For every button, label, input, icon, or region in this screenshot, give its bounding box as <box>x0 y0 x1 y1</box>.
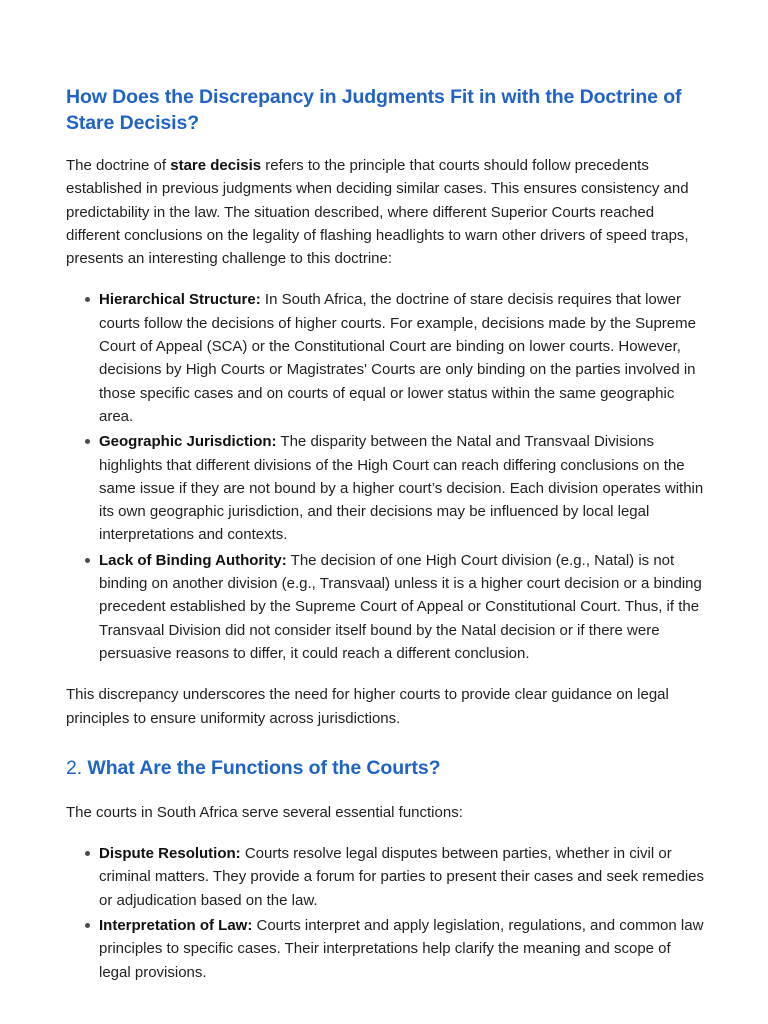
section-number: 2. <box>66 756 83 779</box>
list-item-text: Courts resolve legal disputes between parties, whether in civil or criminal matters. They provide a forum for parties to present their cases and seek remedies or adjudication based on the law. <box>99 845 704 909</box>
bullet-icon <box>85 923 90 928</box>
list-item <box>66 288 706 428</box>
functions-list <box>66 842 706 984</box>
section-heading: How Does the Discrepancy in Judgments Fit in with the Doctrine of Stare Decisis? <box>66 86 682 134</box>
list-item <box>66 914 706 984</box>
doctrine-point-list <box>66 288 706 665</box>
list-item <box>66 430 706 546</box>
list-item <box>66 842 706 912</box>
list-item-text: Courts interpret and apply legislation, regulations, and common law principles to specific cases. Their interpretations help clarify the meaning and scope of legal provisions. <box>99 917 704 981</box>
intro-text-start: The doctrine of <box>66 157 171 174</box>
list-item-text: The decision of one High Court division (e.g., Natal) is not binding on another division (e.g., Transvaal) unless it is a higher court decision or a binding precedent established by the Supreme Court of Appeal or Constitutional Court. Thus, if the Transvaal Division did not consider itself bound by the Natal decision or if there were persuasive reasons to differ, it could reach a different conclusion. <box>99 551 702 662</box>
section-title: What Are the Functions of the Courts? <box>87 756 441 779</box>
intro-paragraph <box>66 154 706 270</box>
list-item-text: The disparity between the Natal and Transvaal Divisions highlights that different divisions of the High Court can reach differing conclusions on the same issue if they are not bound by a higher court’s decision. Each division operates within its own geographic jurisdiction, and their decisions may be influenced by local legal interpretations and contexts. <box>99 433 704 544</box>
list-item-title: Geographic Jurisdiction: <box>99 433 277 451</box>
section-heading-2 <box>66 755 706 781</box>
functions-intro: The courts in South Africa serve several essential functions: <box>66 803 463 821</box>
list-item-title: Hierarchical Structure: <box>99 291 261 309</box>
list-item-title: Dispute Resolution: <box>99 845 241 863</box>
list-item <box>66 549 706 665</box>
bullet-icon <box>85 439 90 444</box>
intro-bold-term: stare decisis <box>170 157 262 174</box>
bullet-icon <box>85 558 90 563</box>
list-item-title: Lack of Binding Authority: <box>99 551 287 569</box>
bullet-icon <box>85 297 90 302</box>
conclusion-paragraph: This discrepancy underscores the need for higher courts to provide clear guidance on legal principles to ensure uniformity across jurisdictions. <box>66 686 669 727</box>
intro-text-end: refers to the principle that courts should follow precedents established in previous judgments when deciding similar cases. This ensures consistency and predictability in the law. The situation described, where different Superior Courts reached different conclusions on the legality of flashing headlights to warn other drivers of speed traps, presents an interesting challenge to this doctrine: <box>66 157 689 268</box>
list-item-text: In South Africa, the doctrine of stare decisis requires that lower courts follow the decisions of higher courts. For example, decisions made by the Supreme Court of Appeal (SCA) or the Constitutional Court are binding on lower courts. However, decisions by High Courts or Magistrates' Courts are only binding on the parties involved in those specific cases and on courts of equal or lower status within the same geographic area. <box>99 291 696 425</box>
bullet-icon <box>85 851 90 856</box>
list-item-title: Interpretation of Law: <box>99 917 253 935</box>
